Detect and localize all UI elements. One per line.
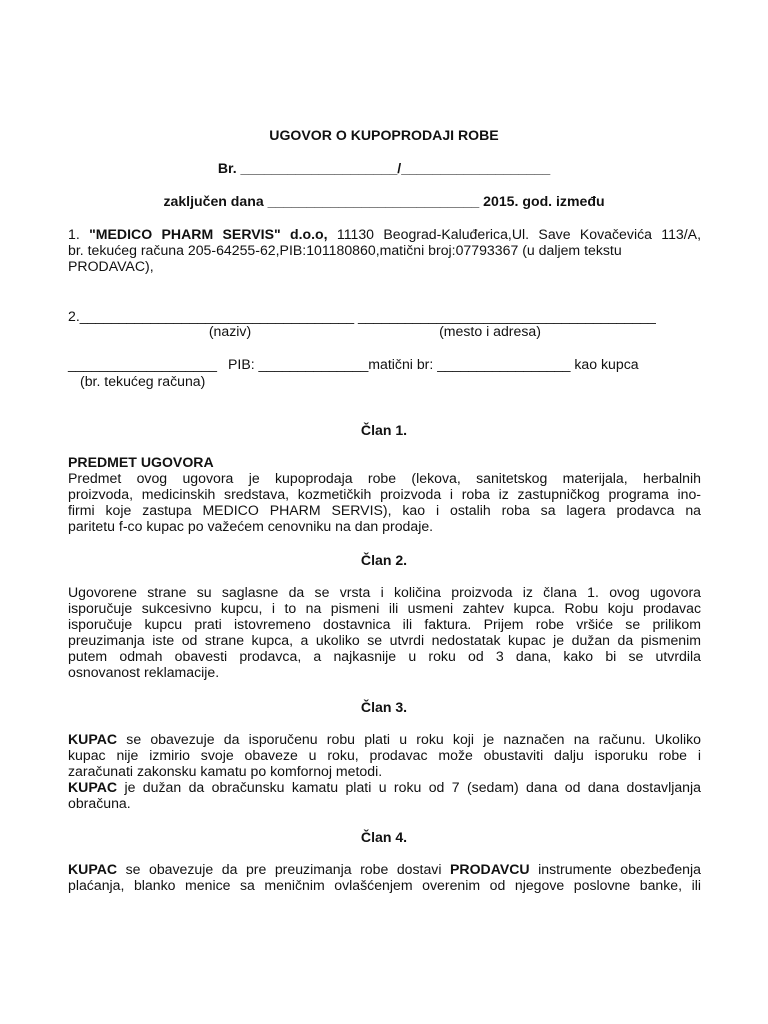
article-2-line: isporučuje sukcesivno kupcu, i to na pismeni ili usmeni zahtev kupca. Robu koju prodavac <box>68 600 701 616</box>
article-3-line-1-text: se obavezuje da isporučenu robu plati u roku koji je naznačen na računu. Ukoliko <box>117 731 701 747</box>
article-4-line-1 <box>68 861 701 877</box>
article-2-line: osnovanost reklamacije. <box>68 664 220 680</box>
party-2-pib-line: PIB: ______________matični br: _________________ kao kupca <box>228 356 639 372</box>
article-3-line-4 <box>68 779 701 795</box>
article-3-line-5: obračuna. <box>68 795 131 811</box>
kupac-term: KUPAC <box>68 861 118 877</box>
party-1-address: 11130 Beograd-Kaluđerica,Ul. Save Kovačevića 113/A, <box>327 226 702 242</box>
party-2-account-blank: ___________________ <box>68 356 217 372</box>
prodavcu-term: PRODAVCU <box>450 861 530 877</box>
party-1-name: "MEDICO PHARM SERVIS" d.o.o, <box>89 226 328 242</box>
article-1-subheading: PREDMET UGOVORA <box>68 454 214 470</box>
article-1-heading: Član 1. <box>360 422 408 438</box>
article-4-line-1-end: instrumente obezbeđenja <box>529 861 701 877</box>
party-2-address-label: (mesto i adresa) <box>439 323 541 339</box>
article-3-heading: Član 3. <box>360 699 408 715</box>
article-3-line-2: kupac nije izmirio svoje obaveze u roku, prodavac može obustaviti dalju isporuku robe i <box>68 747 701 763</box>
party-2-blank-line: 2.___________________________________ ______________________________________ <box>68 308 656 324</box>
article-1-line: firmi koje zastupa MEDICO PHARM SERVIS), kao i ostalih roba sa lagera prodavca na <box>68 502 701 518</box>
article-3-line-1 <box>68 731 701 747</box>
article-4-line-2: plaćanja, blanko menice sa meničnim ovlašćenjem overenim od njegove poslovne banke, ili <box>68 877 701 893</box>
article-1-line: Predmet ovog ugovora je kupoprodaja robe (lekova, sanitetskog materijala, herbalnih <box>68 470 701 486</box>
party-1-line-3: PRODAVAC), <box>68 258 154 274</box>
document-title: UGOVOR O KUPOPRODAJI ROBE <box>269 127 499 143</box>
article-2-body <box>68 584 701 680</box>
article-2-line: isporučuje kupcu prati istovremeno dostavnica ili faktura. Prijem robe vršiće se prilikom <box>68 616 701 632</box>
article-3-body <box>68 731 701 811</box>
article-1-line: proizvoda, medicinskih sredstava, kozmetičkih proizvoda i roba iz zastupničkog programa ino- <box>68 486 701 502</box>
article-4-line-1-mid: se obavezuje da pre preuzimanja robe dostavi <box>117 861 450 877</box>
party-2-account-label: (br. tekućeg računa) <box>80 373 206 389</box>
concluded-date-line: zaključen dana ___________________________ 2015. god. između <box>163 193 605 209</box>
article-4-heading: Član 4. <box>360 829 408 845</box>
kupac-term: KUPAC <box>68 731 118 747</box>
kupac-term: KUPAC <box>68 779 118 795</box>
article-2-heading: Član 2. <box>360 552 408 568</box>
article-1-line: paritetu f-co kupac po važećem cenovniku na dan prodaje. <box>68 518 434 534</box>
article-3-line-3: zaračunati zakonsku kamatu po komfornoj metodi. <box>68 763 383 779</box>
article-2-line: Ugovorene strane su saglasne da se vrsta i količina proizvoda iz člana 1. ovog ugovora <box>68 584 701 600</box>
party-1-block <box>68 226 701 274</box>
article-2-line: putem odmah obavesti prodavca, a najkasnije u roku od 3 dana, kako bi se utvrdila <box>68 648 701 664</box>
article-2-line: preuzimanja iste od strane kupca, a ukoliko se utvrdi nedostatak kupac je dužan da pismenim <box>68 632 701 648</box>
party-1-line-2: br. tekućeg računa 205-64255-62,PIB:101180860,matični broj:07793367 (u daljem tekstu <box>68 242 622 258</box>
contract-number-line: Br. ____________________/___________________ <box>217 160 551 176</box>
party-2-name-label: (naziv) <box>208 323 252 339</box>
article-4-body <box>68 861 701 893</box>
party-1-line-1 <box>68 226 701 242</box>
party-1-prefix: 1. <box>68 226 90 242</box>
article-3-line-4-text: je dužan da obračunsku kamatu plati u roku od 7 (sedam) dana od dana dostavljanja <box>117 779 701 795</box>
article-1-body <box>68 470 701 534</box>
